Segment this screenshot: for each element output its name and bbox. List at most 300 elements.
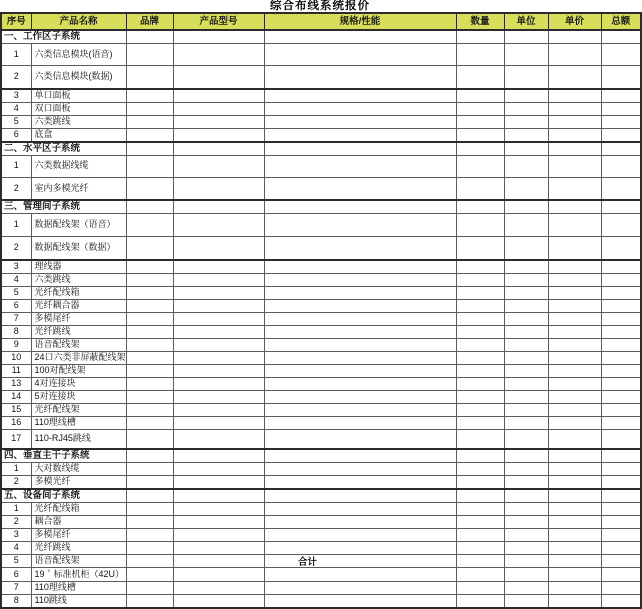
row-number[interactable]: 1 [1,463,31,476]
empty-cell[interactable] [264,429,456,449]
empty-cell[interactable] [504,377,548,390]
empty-cell[interactable] [601,325,641,338]
empty-cell[interactable] [173,44,264,66]
empty-cell[interactable] [504,595,548,609]
empty-cell[interactable] [456,214,504,237]
product-name[interactable]: 光纤配线架 [31,403,126,416]
row-number[interactable]: 2 [1,476,31,490]
empty-cell[interactable] [504,516,548,529]
empty-cell[interactable] [456,155,504,177]
empty-cell[interactable] [548,142,601,156]
empty-cell[interactable] [456,273,504,286]
empty-cell[interactable] [173,390,264,403]
row-number[interactable]: 15 [1,403,31,416]
empty-cell[interactable] [601,390,641,403]
empty-cell[interactable] [173,555,264,568]
empty-cell[interactable] [456,312,504,325]
row-number[interactable]: 4 [1,102,31,115]
empty-cell[interactable] [126,312,173,325]
empty-cell[interactable] [601,155,641,177]
empty-cell[interactable] [548,102,601,115]
total-label[interactable]: 合计 [298,557,318,568]
row-number[interactable]: 17 [1,429,31,449]
empty-cell[interactable] [601,338,641,351]
empty-cell[interactable] [601,351,641,364]
empty-cell[interactable] [173,312,264,325]
empty-cell[interactable] [548,529,601,542]
empty-cell[interactable] [548,200,601,214]
empty-cell[interactable] [456,351,504,364]
empty-cell[interactable] [504,476,548,490]
product-name[interactable]: 110跳线 [31,595,126,609]
empty-cell[interactable] [548,338,601,351]
row-number[interactable]: 8 [1,325,31,338]
row-number[interactable]: 3 [1,260,31,274]
empty-cell[interactable] [456,200,504,214]
empty-cell[interactable] [173,214,264,237]
empty-cell[interactable] [173,476,264,490]
row-number[interactable]: 6 [1,568,31,582]
empty-cell[interactable] [504,429,548,449]
empty-cell[interactable] [548,390,601,403]
empty-cell[interactable] [126,237,173,260]
empty-cell[interactable] [126,542,173,555]
empty-cell[interactable] [173,429,264,449]
empty-cell[interactable] [504,214,548,237]
empty-cell[interactable] [601,66,641,89]
empty-cell[interactable] [504,89,548,103]
empty-cell[interactable] [548,516,601,529]
empty-cell[interactable] [601,128,641,142]
product-name[interactable]: 底盒 [31,128,126,142]
row-number[interactable]: 3 [1,89,31,103]
empty-cell[interactable] [601,364,641,377]
empty-cell[interactable] [126,325,173,338]
empty-cell[interactable] [264,299,456,312]
empty-cell[interactable] [504,177,548,200]
row-number[interactable]: 1 [1,155,31,177]
section-label[interactable]: 五、设备间子系统 [1,489,126,503]
empty-cell[interactable] [264,555,456,568]
empty-cell[interactable] [504,325,548,338]
empty-cell[interactable] [264,529,456,542]
empty-cell[interactable] [173,142,264,156]
empty-cell[interactable] [601,30,641,44]
empty-cell[interactable] [173,503,264,516]
row-number[interactable]: 5 [1,115,31,128]
empty-cell[interactable] [548,312,601,325]
empty-cell[interactable] [548,416,601,429]
empty-cell[interactable] [548,403,601,416]
empty-cell[interactable] [264,128,456,142]
empty-cell[interactable] [264,390,456,403]
empty-cell[interactable] [601,503,641,516]
empty-cell[interactable] [601,286,641,299]
empty-cell[interactable] [504,489,548,503]
empty-cell[interactable] [548,299,601,312]
product-name[interactable]: 光纤跳线 [31,542,126,555]
column-header[interactable]: 单位 [504,13,548,30]
empty-cell[interactable] [264,403,456,416]
product-name[interactable]: 110理线槽 [31,582,126,595]
row-number[interactable]: 10 [1,351,31,364]
empty-cell[interactable] [126,463,173,476]
empty-cell[interactable] [126,115,173,128]
product-name[interactable]: 大对数线缆 [31,463,126,476]
empty-cell[interactable] [173,338,264,351]
empty-cell[interactable] [601,142,641,156]
empty-cell[interactable] [504,529,548,542]
empty-cell[interactable] [456,142,504,156]
product-name[interactable]: 耦合器 [31,516,126,529]
empty-cell[interactable] [601,214,641,237]
product-name[interactable]: 理线器 [31,260,126,274]
product-name[interactable]: 语音配线架 [31,338,126,351]
row-number[interactable]: 11 [1,364,31,377]
empty-cell[interactable] [456,516,504,529]
empty-cell[interactable] [173,89,264,103]
empty-cell[interactable] [173,568,264,582]
empty-cell[interactable] [264,155,456,177]
empty-cell[interactable] [456,89,504,103]
product-name[interactable]: 24口六类非屏蔽配线架 [31,351,126,364]
product-name[interactable]: 双口面板 [31,102,126,115]
empty-cell[interactable] [601,89,641,103]
empty-cell[interactable] [601,237,641,260]
empty-cell[interactable] [548,489,601,503]
empty-cell[interactable] [264,476,456,490]
empty-cell[interactable] [456,568,504,582]
empty-cell[interactable] [548,364,601,377]
empty-cell[interactable] [548,429,601,449]
empty-cell[interactable] [601,44,641,66]
empty-cell[interactable] [456,286,504,299]
empty-cell[interactable] [456,503,504,516]
product-name[interactable]: 六类信息模块(语音) [31,44,126,66]
empty-cell[interactable] [126,214,173,237]
empty-cell[interactable] [173,516,264,529]
empty-cell[interactable] [173,155,264,177]
empty-cell[interactable] [601,429,641,449]
empty-cell[interactable] [601,200,641,214]
product-name[interactable]: 语音配线架 [31,555,126,568]
empty-cell[interactable] [504,30,548,44]
empty-cell[interactable] [126,66,173,89]
empty-cell[interactable] [548,89,601,103]
section-label[interactable]: 二、水平区子系统 [1,142,126,156]
empty-cell[interactable] [548,286,601,299]
empty-cell[interactable] [601,102,641,115]
empty-cell[interactable] [504,66,548,89]
row-number[interactable]: 2 [1,66,31,89]
product-name[interactable]: 多模尾纤 [31,529,126,542]
empty-cell[interactable] [456,390,504,403]
empty-cell[interactable] [504,503,548,516]
empty-cell[interactable] [126,476,173,490]
empty-cell[interactable] [126,529,173,542]
empty-cell[interactable] [126,89,173,103]
row-number[interactable]: 3 [1,529,31,542]
product-name[interactable]: 六类数据线缆 [31,155,126,177]
empty-cell[interactable] [548,44,601,66]
row-number[interactable]: 2 [1,237,31,260]
empty-cell[interactable] [173,299,264,312]
empty-cell[interactable] [456,449,504,463]
empty-cell[interactable] [456,338,504,351]
column-header[interactable]: 序号 [1,13,31,30]
empty-cell[interactable] [456,542,504,555]
empty-cell[interactable] [173,177,264,200]
section-label[interactable]: 三、管理间子系统 [1,200,126,214]
empty-cell[interactable] [126,155,173,177]
empty-cell[interactable] [456,489,504,503]
empty-cell[interactable] [126,516,173,529]
empty-cell[interactable] [264,582,456,595]
empty-cell[interactable] [264,260,456,274]
empty-cell[interactable] [504,142,548,156]
empty-cell[interactable] [504,299,548,312]
empty-cell[interactable] [548,325,601,338]
empty-cell[interactable] [264,351,456,364]
empty-cell[interactable] [601,516,641,529]
empty-cell[interactable] [548,582,601,595]
empty-cell[interactable] [456,237,504,260]
empty-cell[interactable] [548,273,601,286]
empty-cell[interactable] [456,595,504,609]
empty-cell[interactable] [264,214,456,237]
empty-cell[interactable] [264,516,456,529]
empty-cell[interactable] [173,237,264,260]
empty-cell[interactable] [173,200,264,214]
empty-cell[interactable] [456,364,504,377]
empty-cell[interactable] [264,66,456,89]
empty-cell[interactable] [264,30,456,44]
product-name[interactable]: 数据配线架（数据） [31,237,126,260]
column-header[interactable]: 总额 [601,13,641,30]
empty-cell[interactable] [264,44,456,66]
empty-cell[interactable] [264,503,456,516]
empty-cell[interactable] [126,555,173,568]
empty-cell[interactable] [601,529,641,542]
empty-cell[interactable] [504,155,548,177]
row-number[interactable]: 14 [1,390,31,403]
empty-cell[interactable] [456,299,504,312]
column-header[interactable]: 数量 [456,13,504,30]
empty-cell[interactable] [504,582,548,595]
empty-cell[interactable] [126,595,173,609]
empty-cell[interactable] [173,364,264,377]
empty-cell[interactable] [456,476,504,490]
empty-cell[interactable] [456,102,504,115]
empty-cell[interactable] [456,582,504,595]
empty-cell[interactable] [264,237,456,260]
empty-cell[interactable] [456,128,504,142]
empty-cell[interactable] [504,390,548,403]
empty-cell[interactable] [126,299,173,312]
empty-cell[interactable] [456,429,504,449]
product-name[interactable]: 多模尾纤 [31,312,126,325]
empty-cell[interactable] [264,142,456,156]
empty-cell[interactable] [504,312,548,325]
empty-cell[interactable] [504,115,548,128]
empty-cell[interactable] [601,542,641,555]
empty-cell[interactable] [456,325,504,338]
empty-cell[interactable] [264,200,456,214]
empty-cell[interactable] [126,351,173,364]
empty-cell[interactable] [601,463,641,476]
empty-cell[interactable] [264,102,456,115]
empty-cell[interactable] [173,286,264,299]
empty-cell[interactable] [601,377,641,390]
empty-cell[interactable] [548,555,601,568]
row-number[interactable]: 16 [1,416,31,429]
empty-cell[interactable] [601,416,641,429]
section-label[interactable]: 一、工作区子系统 [1,30,126,44]
column-header[interactable]: 单价 [548,13,601,30]
empty-cell[interactable] [504,200,548,214]
empty-cell[interactable] [601,312,641,325]
empty-cell[interactable] [126,177,173,200]
product-name[interactable]: 5对连接块 [31,390,126,403]
empty-cell[interactable] [456,260,504,274]
empty-cell[interactable] [504,568,548,582]
column-header[interactable]: 产品型号 [173,13,264,30]
product-name[interactable]: 光纤配线箱 [31,286,126,299]
empty-cell[interactable] [264,377,456,390]
empty-cell[interactable] [126,416,173,429]
empty-cell[interactable] [173,102,264,115]
empty-cell[interactable] [173,273,264,286]
empty-cell[interactable] [548,66,601,89]
row-number[interactable]: 5 [1,286,31,299]
empty-cell[interactable] [504,128,548,142]
empty-cell[interactable] [548,542,601,555]
empty-cell[interactable] [456,529,504,542]
empty-cell[interactable] [601,403,641,416]
empty-cell[interactable] [173,489,264,503]
empty-cell[interactable] [264,449,456,463]
product-name[interactable]: 数据配线架（语音） [31,214,126,237]
empty-cell[interactable] [126,568,173,582]
row-number[interactable]: 2 [1,177,31,200]
empty-cell[interactable] [126,30,173,44]
row-number[interactable]: 4 [1,542,31,555]
product-name[interactable]: 六类跳线 [31,115,126,128]
empty-cell[interactable] [126,582,173,595]
empty-cell[interactable] [601,595,641,609]
empty-cell[interactable] [504,102,548,115]
empty-cell[interactable] [504,237,548,260]
empty-cell[interactable] [504,260,548,274]
empty-cell[interactable] [126,44,173,66]
empty-cell[interactable] [264,416,456,429]
empty-cell[interactable] [548,503,601,516]
empty-cell[interactable] [601,260,641,274]
empty-cell[interactable] [456,403,504,416]
empty-cell[interactable] [126,449,173,463]
product-name[interactable]: 六类跳线 [31,273,126,286]
empty-cell[interactable] [126,338,173,351]
column-header[interactable]: 品牌 [126,13,173,30]
empty-cell[interactable] [456,30,504,44]
empty-cell[interactable] [456,377,504,390]
empty-cell[interactable] [601,177,641,200]
empty-cell[interactable] [264,273,456,286]
empty-cell[interactable] [504,338,548,351]
empty-cell[interactable] [126,503,173,516]
empty-cell[interactable] [601,489,641,503]
product-name[interactable]: 100对配线架 [31,364,126,377]
empty-cell[interactable] [504,449,548,463]
empty-cell[interactable] [504,351,548,364]
empty-cell[interactable] [264,595,456,609]
empty-cell[interactable] [173,325,264,338]
empty-cell[interactable] [504,542,548,555]
row-number[interactable]: 1 [1,214,31,237]
empty-cell[interactable] [126,286,173,299]
empty-cell[interactable] [173,529,264,542]
empty-cell[interactable] [548,155,601,177]
empty-cell[interactable] [126,390,173,403]
empty-cell[interactable] [504,286,548,299]
empty-cell[interactable] [264,325,456,338]
empty-cell[interactable] [173,115,264,128]
empty-cell[interactable] [126,489,173,503]
empty-cell[interactable] [504,555,548,568]
product-name[interactable]: 4对连接块 [31,377,126,390]
row-number[interactable]: 2 [1,516,31,529]
empty-cell[interactable] [264,364,456,377]
row-number[interactable]: 13 [1,377,31,390]
empty-cell[interactable] [504,364,548,377]
row-number[interactable]: 4 [1,273,31,286]
product-name[interactable]: 六类信息模块(数据) [31,66,126,89]
empty-cell[interactable] [173,463,264,476]
product-name[interactable]: 光纤耦合器 [31,299,126,312]
empty-cell[interactable] [601,449,641,463]
empty-cell[interactable] [126,200,173,214]
empty-cell[interactable] [456,44,504,66]
empty-cell[interactable] [548,351,601,364]
empty-cell[interactable] [173,260,264,274]
empty-cell[interactable] [126,403,173,416]
empty-cell[interactable] [548,568,601,582]
section-label[interactable]: 四、垂直主干子系统 [1,449,126,463]
empty-cell[interactable] [173,595,264,609]
column-header[interactable]: 规格/性能 [264,13,456,30]
empty-cell[interactable] [126,102,173,115]
column-header[interactable]: 产品名称 [31,13,126,30]
empty-cell[interactable] [173,542,264,555]
empty-cell[interactable] [504,463,548,476]
row-number[interactable]: 1 [1,44,31,66]
empty-cell[interactable] [264,489,456,503]
empty-cell[interactable] [548,128,601,142]
empty-cell[interactable] [504,403,548,416]
product-name[interactable]: 多模光纤 [31,476,126,490]
empty-cell[interactable] [264,338,456,351]
empty-cell[interactable] [548,214,601,237]
empty-cell[interactable] [456,115,504,128]
empty-cell[interactable] [548,115,601,128]
empty-cell[interactable] [264,542,456,555]
empty-cell[interactable] [126,364,173,377]
empty-cell[interactable] [601,115,641,128]
product-name[interactable]: 光纤跳线 [31,325,126,338]
empty-cell[interactable] [548,177,601,200]
product-name[interactable]: 110理线槽 [31,416,126,429]
row-number[interactable]: 5 [1,555,31,568]
